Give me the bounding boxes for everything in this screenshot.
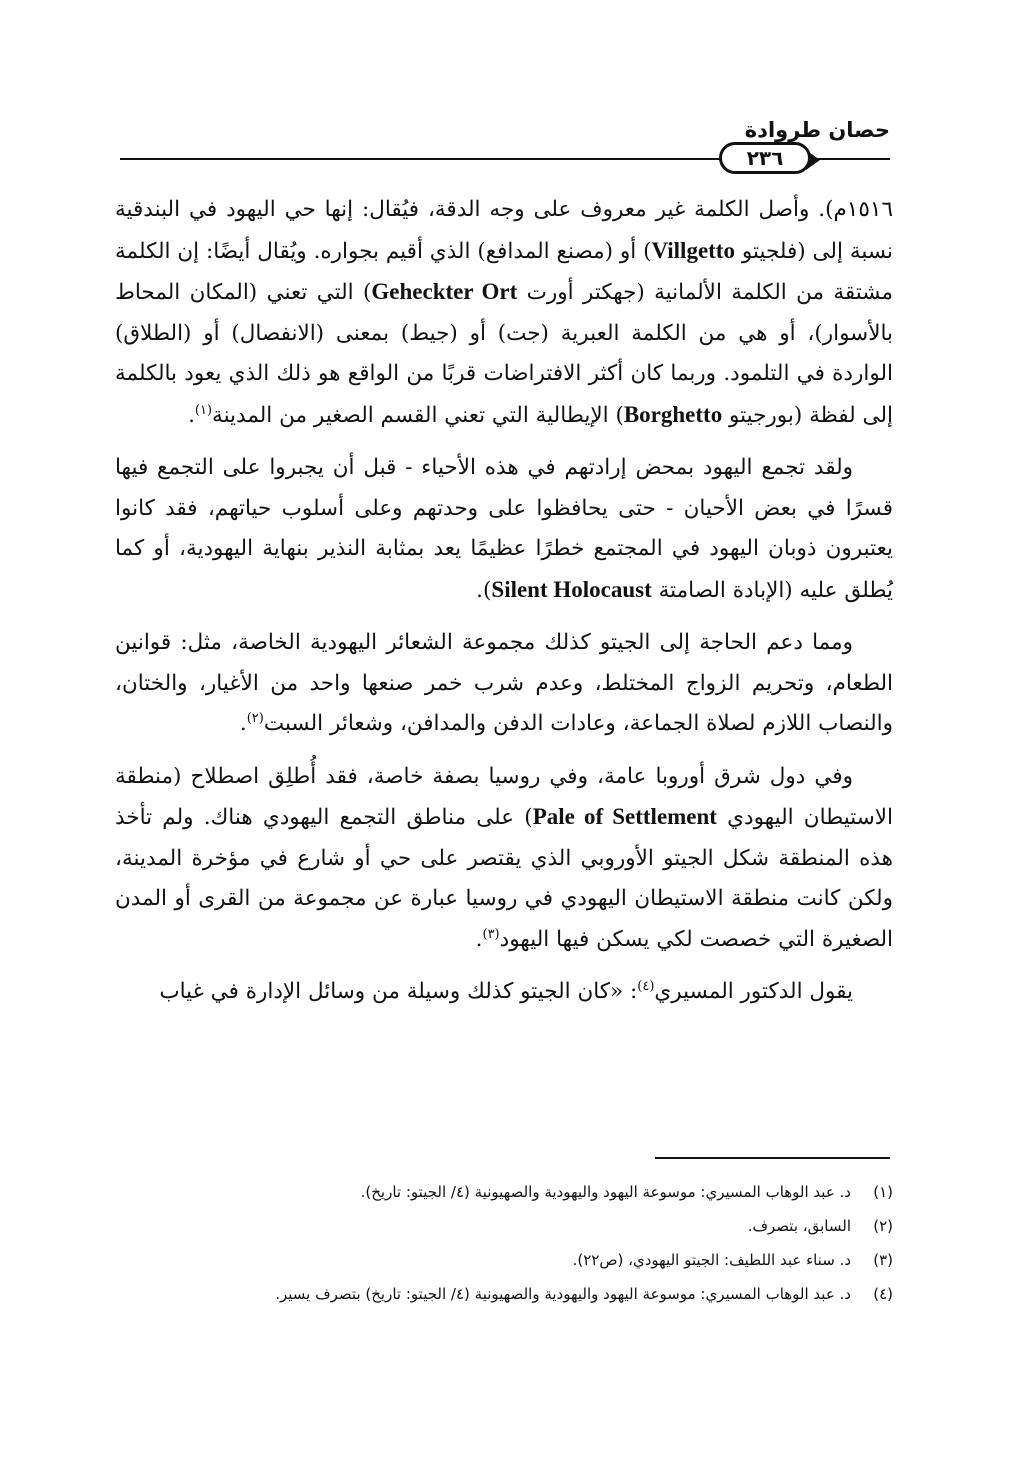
footnote-separator: [655, 1157, 890, 1159]
p4-text-a: وفي دول شرق أوروبا عامة، وفي روسيا بصفة خاصة، فقد أُطلِق اصطلاح (منطقة الاستيطان اليهودي: [115, 763, 893, 830]
footnote-text: د. عبد الوهاب المسيري: موسوعة اليهود واليهودية والصهيونية (٤/ الجيتو: تاريخ) بتصرف يسير.: [275, 1285, 851, 1303]
p2-end: ).: [476, 577, 492, 603]
footnote-item: [115, 1277, 893, 1311]
footnote-number: (٤): [873, 1285, 893, 1303]
page-number-badge: [719, 142, 811, 174]
footnote-number: (٢): [873, 1217, 893, 1235]
running-header-title: حصان طروادة: [744, 118, 890, 142]
p4-end: .: [475, 926, 483, 952]
term-silent-holocaust: Silent Holocaust: [491, 576, 652, 602]
page-number: ٢٣٦: [746, 146, 784, 170]
p1-end: .: [188, 402, 195, 428]
p5-text-a: يقول الدكتور المسيري: [654, 979, 853, 1004]
footnote-item: [115, 1175, 893, 1209]
header-rule-left: [120, 158, 720, 160]
paragraph-3: [115, 623, 893, 745]
footnote-item: [115, 1243, 893, 1277]
p2-text-a: ولقد تجمع اليهود بمحض إرادتهم في هذه الأحياء - قبل أن يجبروا على التجمع فيها قسرًا في بعض الأحيان - حتى يحافظوا على وحدتهم وعلى أسلوب حياتهم، فقد كانوا يعتبرون ذوبان اليهود في المجتمع خطرًا عظيمًا يعد بمثابة النذير بنهاية اليهودية، أو كما يُطلق عليه (الإبادة الصامتة: [115, 455, 893, 603]
footnote-ref-2[interactable]: (٢): [246, 710, 264, 726]
footnote-number: (١): [873, 1183, 893, 1201]
footnotes-list: [115, 1175, 893, 1311]
term-geheckter-ort: Geheckter Ort: [371, 279, 518, 304]
term-villgetto: Villgetto: [651, 237, 735, 263]
paragraph-4: [115, 757, 893, 961]
p5-text-b: : «كان الجيتو كذلك وسيلة من وسائل الإدارة في غياب: [159, 979, 638, 1004]
p4-text-b: ) على مناطق التجمع اليهودي هناك. ولم تأخذ هذه المنطقة شكل الجيتو الأوروبي الذي يقتصر على حي أو شارع في مؤخرة المدينة، ولكن كانت منطقة الاستيطان اليهودي في روسيا عبارة عن مجموعة من القرى أو المدن الصغيرة التي خصصت لكي يسكن فيها اليهود: [115, 805, 893, 952]
p3-end: .: [239, 711, 247, 736]
footnote-ref-4[interactable]: (٤): [637, 978, 655, 994]
header-rule-right: [810, 158, 890, 160]
p3-text-a: ومما دعم الحاجة إلى الجيتو كذلك مجموعة الشعائر اليهودية الخاصة، مثل: قوانين الطعام، وتحريم الزواج المختلط، وعدم شرب خمر صنعها واحد من الأغيار، والختان، والنصاب اللازم لصلاة الجماعة، وعادات الدفن والمدافن، وشعائر السبت: [115, 630, 893, 736]
p1-text-d: ) الإيطالية التي تعني القسم الصغير من المدينة: [212, 402, 624, 428]
p1-text-c: ) التي تعني (المكان المحاط بالأسوار)، أو هي من الكلمة العبرية (جت) أو (جيط) بمعنى (الانفصال) أو (الطلاق) الواردة في التلمود. وربما كان أكثر الافتراضات قربًا من الواقع هو ذلك الذي يعود بالكلمة إلى لفظة (بورجيتو: [115, 280, 893, 428]
term-borghetto: Borghetto: [623, 401, 723, 427]
footnote-ref-3[interactable]: (٣): [482, 926, 500, 942]
footnote-text: السابق، بتصرف.: [747, 1217, 851, 1235]
p1-text-a: ١٥١٦م). وأصل الكلمة غير معروف على وجه الدقة، فيُقال: إنها حي اليهود في البندقية نسبة إلى (فلجيتو: [115, 197, 893, 264]
paragraph-5: [115, 972, 893, 1013]
main-text: [115, 190, 893, 1025]
paragraph-1: [115, 190, 893, 436]
footnote-text: د. سناء عبد اللطيف: الجيتو اليهودي، (ص٢٢).: [572, 1251, 851, 1269]
paragraph-2: [115, 448, 893, 611]
footnote-text: د. عبد الوهاب المسيري: موسوعة اليهود واليهودية والصهيونية (٤/ الجيتو: تاريخ).: [360, 1183, 851, 1201]
footnote-number: (٣): [873, 1251, 893, 1269]
term-pale-of-settlement: Pale of Settlement: [532, 804, 717, 829]
p1-text-b: ) أو (مصنع المدافع) الذي أقيم بجواره. ويُقال أيضًا: إن الكلمة مشتقة من الكلمة الألمانية (جهكتر أورت: [115, 238, 893, 305]
footnote-ref-1[interactable]: (١): [194, 402, 213, 418]
footnote-item: [115, 1209, 893, 1243]
